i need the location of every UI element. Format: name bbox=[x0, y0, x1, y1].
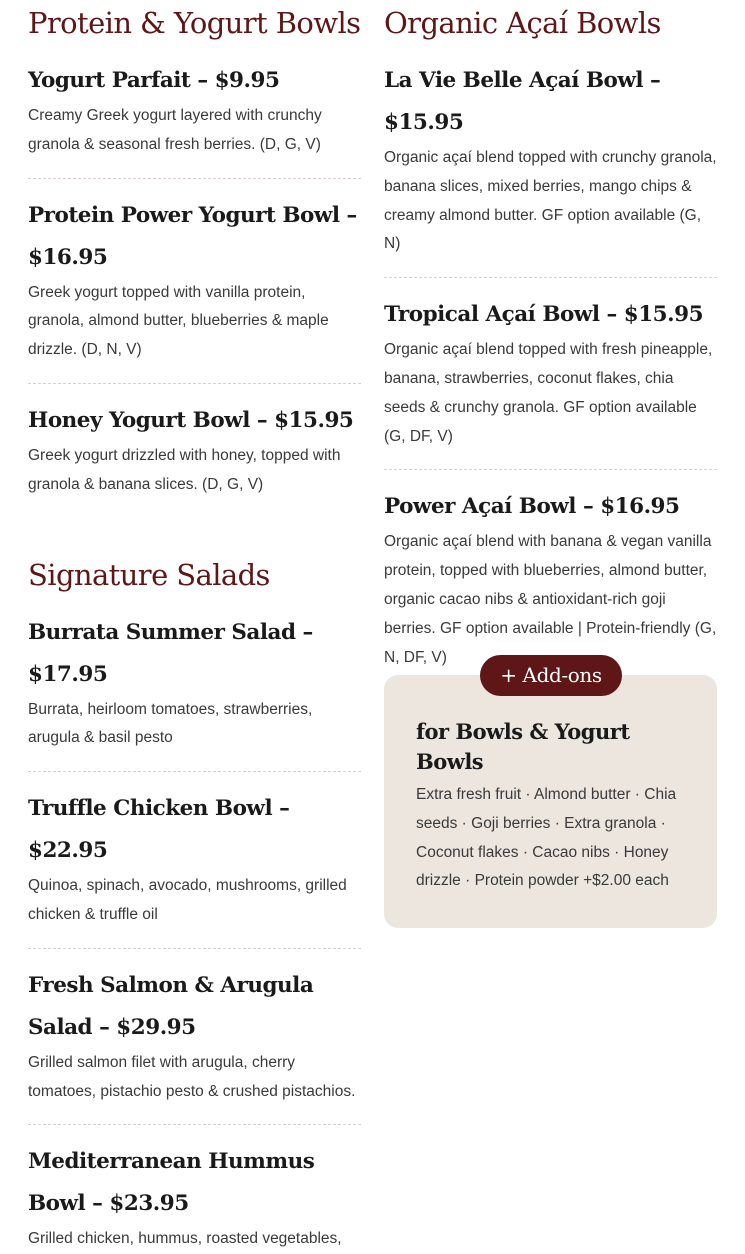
item-title: Yogurt Parfait – $9.95 bbox=[28, 68, 280, 93]
addons-heading: for Bowls & Yogurt Bowls bbox=[416, 719, 630, 774]
item-title: Truffle Chicken Bowl – $22.95 bbox=[28, 796, 290, 864]
menu-item-honey-yogurt bbox=[28, 400, 361, 500]
menu-item-la-vie-belle bbox=[384, 60, 717, 278]
item-description: Organic açaí blend topped with crunchy granola, banana slices, mixed berries, mango chips & creamy almond butter. GF option available (G, N) bbox=[384, 149, 717, 253]
item-title: Protein Power Yogurt Bowl – $16.95 bbox=[28, 202, 357, 270]
section-protein-yogurt bbox=[28, 0, 361, 1254]
item-description: Quinoa, spinach, avocado, mushrooms, grilled chicken & truffle oil bbox=[28, 877, 347, 923]
item-title: Honey Yogurt Bowl – $15.95 bbox=[28, 407, 354, 433]
item-title: Mediterranean Hummus Bowl – $23.95 bbox=[28, 1149, 315, 1217]
addons-card bbox=[384, 675, 717, 928]
menu-item-protein-power bbox=[28, 195, 361, 384]
addons-list: Extra fresh fruit · Almond butter · Chia seeds · Goji berries · Extra granola · Coconut flakes · Cacao nibs · Honey drizzle · Protein powder +$2.00 each bbox=[416, 786, 677, 890]
section-title-protein: Protein & Yogurt Bowls bbox=[28, 6, 361, 40]
section-acai-bowls bbox=[384, 0, 717, 672]
item-description: Burrata, heirloom tomatoes, strawberries, arugula & basil pesto bbox=[28, 700, 313, 747]
menu-item-tropical-acai bbox=[384, 294, 717, 470]
menu-item-hummus-bowl bbox=[28, 1141, 361, 1254]
item-title: Burrata Summer Salad – $17.95 bbox=[28, 619, 313, 687]
menu-item-truffle-chicken bbox=[28, 788, 361, 949]
item-description: Grilled chicken, hummus, roasted vegetables, bbox=[28, 1230, 342, 1248]
section-title-acai: Organic Açaí Bowls bbox=[384, 6, 661, 40]
item-description: Greek yogurt drizzled with honey, topped with granola & banana slices. (D, G, V) bbox=[28, 446, 341, 493]
item-description: Creamy Greek yogurt layered with crunchy granola & seasonal fresh berries. (D, G, V) bbox=[28, 107, 322, 153]
item-title: Tropical Açaí Bowl – $15.95 bbox=[384, 302, 704, 328]
menu-item-yogurt-parfait bbox=[28, 60, 361, 179]
addons-badge: + Add-ons bbox=[480, 655, 622, 696]
section-title-salads: Signature Salads bbox=[28, 557, 270, 592]
item-description: Organic açaí blend topped with fresh pineapple, banana, strawberries, coconut flakes, chia seeds & crunchy granola. GF option available (G, DF, V) bbox=[384, 341, 713, 445]
menu-item-salmon-arugula bbox=[28, 965, 361, 1126]
item-title: Fresh Salmon & Arugula Salad – $29.95 bbox=[28, 972, 314, 1040]
menu-item-power-acai bbox=[384, 486, 717, 672]
item-title: La Vie Belle Açaí Bowl – $15.95 bbox=[384, 68, 661, 135]
item-title: Power Açaí Bowl – $16.95 bbox=[384, 494, 680, 520]
item-description: Grilled salmon filet with arugula, cherry tomatoes, pistachio pesto & crushed pistachios. bbox=[28, 1053, 356, 1100]
menu-item-burrata bbox=[28, 612, 361, 773]
item-description: Organic açaí blend with banana & vegan vanilla protein, topped with blueberries, almond butter, organic cacao nibs & antioxidant-rich goji berries. GF option available | Protein-friendly (G, N, DF, V) bbox=[384, 533, 717, 666]
item-description: Greek yogurt topped with vanilla protein, granola, almond butter, blueberries & maple drizzle. (D, N, V) bbox=[28, 283, 329, 359]
